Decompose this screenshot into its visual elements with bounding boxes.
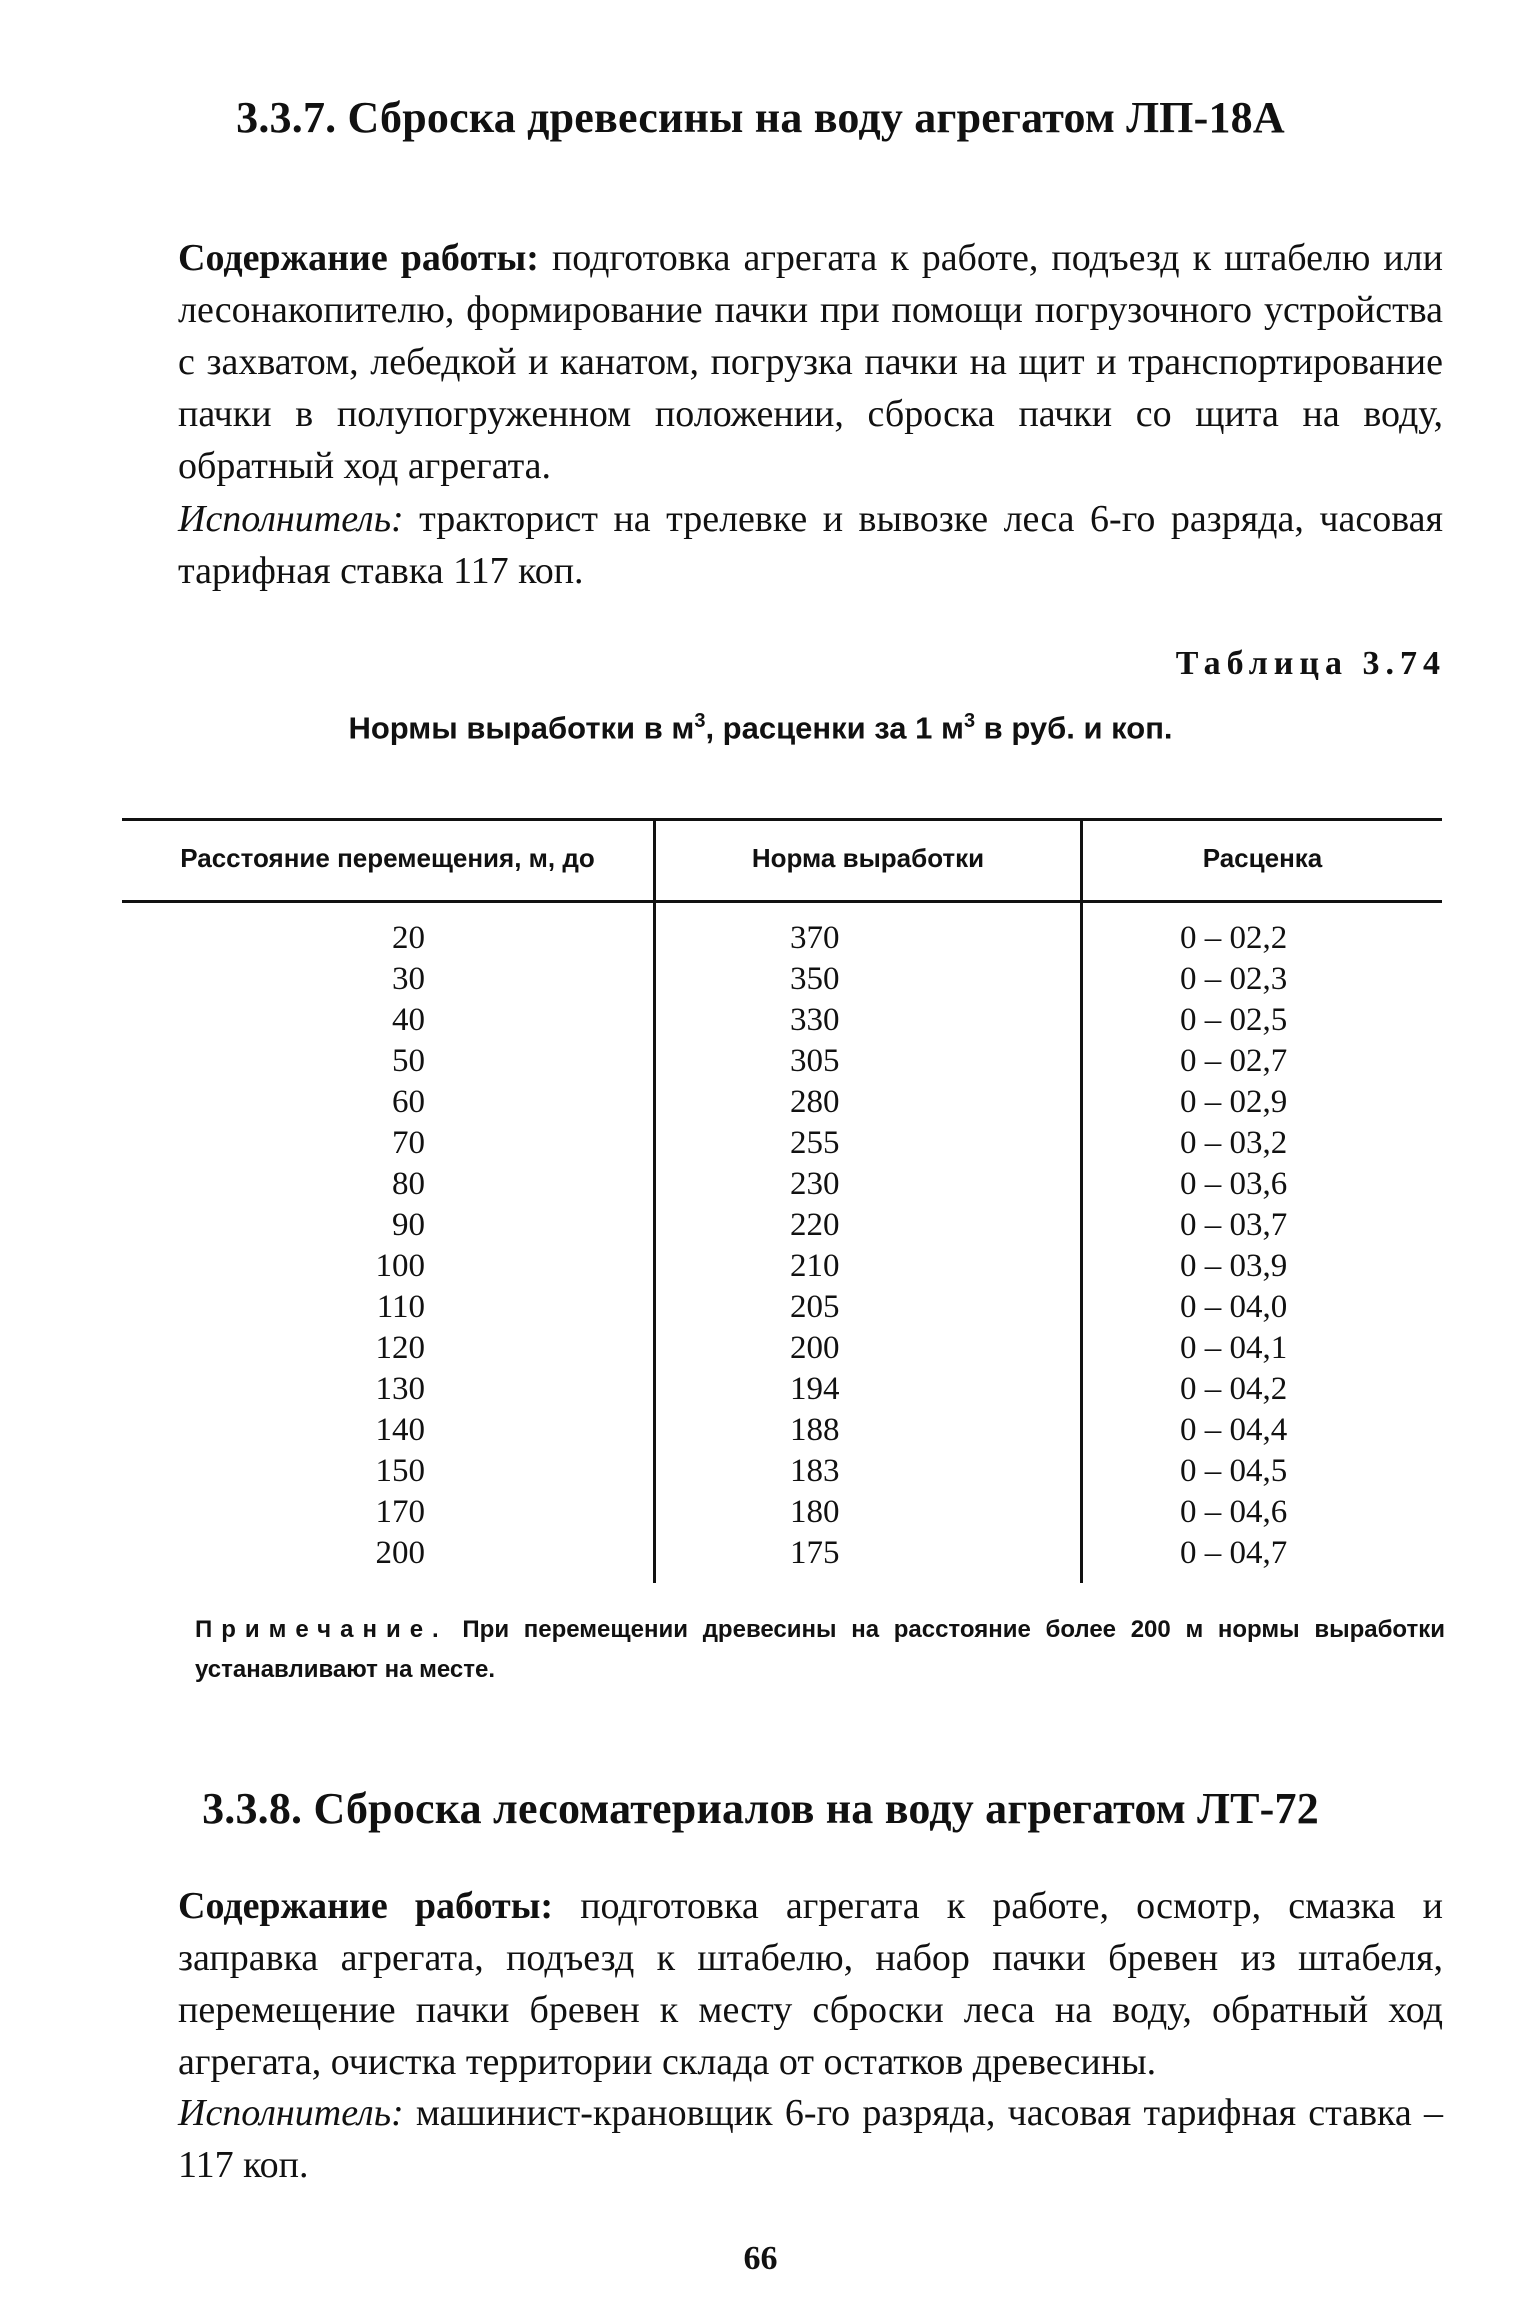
caption-sup: 3 (694, 710, 706, 732)
table-cell-distance: 130 (375, 1371, 425, 1407)
table-cell-distance: 40 (392, 1002, 425, 1038)
table-cell-price: 0 – 02,2 (1180, 920, 1288, 956)
table-cell-distance: 170 (375, 1494, 425, 1530)
table-cell-norm: 183 (790, 1453, 840, 1489)
column-divider-1 (653, 903, 656, 1583)
table-cell-norm: 175 (790, 1535, 840, 1571)
table-cell-distance: 110 (376, 1289, 425, 1325)
table-cell-price: 0 – 04,7 (1180, 1535, 1288, 1571)
caption-part: в руб. и коп. (975, 710, 1173, 746)
section-3-3-8-content (178, 1880, 1443, 2088)
table-cell-distance: 20 (392, 920, 425, 956)
content-label: Содержание работы: (178, 1885, 554, 1927)
caption-part: , расценки за 1 м (705, 710, 964, 746)
header-norm: Норма выработки (751, 843, 985, 873)
executor-label: Исполнитель: (178, 2092, 404, 2134)
table-caption (0, 710, 1521, 746)
executor-text: машинист-крановщик 6-го разряда, часовая тарифная ставка – 117 коп. (178, 2092, 1443, 2186)
table-cell-distance: 80 (392, 1166, 425, 1202)
table-cell-norm: 194 (790, 1371, 840, 1407)
executor-text: тракторист на трелевке и вывозке леса 6-го разряда, часовая тарифная ставка 117 коп. (178, 498, 1443, 592)
table-cell-price: 0 – 04,4 (1180, 1412, 1288, 1448)
table-cell-price: 0 – 03,7 (1180, 1207, 1288, 1243)
table-top-rule (122, 818, 1442, 821)
table-cell-distance: 100 (375, 1248, 425, 1284)
table-cell-price: 0 – 02,7 (1180, 1043, 1288, 1079)
caption-sup: 3 (963, 710, 976, 732)
page-number: 66 (743, 2240, 778, 2277)
table-number: Таблица 3.74 (1175, 645, 1446, 682)
table-cell-price: 0 – 02,5 (1180, 1002, 1288, 1038)
table-cell-norm: 220 (790, 1207, 840, 1243)
note-text: При перемещении древесины на расстояние более 200 м нормы выработки устанавливают на месте. (195, 1616, 1445, 1683)
table-cell-distance: 150 (375, 1453, 425, 1489)
table-cell-price: 0 – 04,0 (1180, 1289, 1288, 1325)
table-cell-distance: 70 (392, 1125, 425, 1161)
table-cell-price: 0 – 02,3 (1180, 961, 1288, 997)
section-3-3-7-content (178, 232, 1443, 492)
table-cell-norm: 200 (790, 1330, 840, 1366)
table-cell-distance: 90 (392, 1207, 425, 1243)
table-cell-price: 0 – 04,2 (1180, 1371, 1288, 1407)
table-cell-price: 0 – 03,9 (1180, 1248, 1288, 1284)
caption-part: Нормы выработки в м (348, 710, 695, 746)
distance-column (310, 918, 425, 1574)
table-cell-norm: 230 (790, 1166, 840, 1202)
table-cell-norm: 255 (790, 1125, 840, 1161)
table-header-rule (122, 900, 1442, 903)
table-cell-norm: 330 (790, 1002, 840, 1038)
section-3-3-7-executor (178, 493, 1443, 597)
table-cell-norm: 210 (790, 1248, 840, 1284)
table-note (195, 1610, 1445, 1690)
header-distance: Расстояние перемещения, м, до (180, 843, 595, 873)
norm-column (790, 918, 915, 1574)
table-cell-distance: 60 (392, 1084, 425, 1120)
table-cell-norm: 305 (790, 1043, 840, 1079)
executor-label: Исполнитель: (178, 498, 404, 540)
table-cell-norm: 180 (790, 1494, 840, 1530)
table-cell-distance: 120 (375, 1330, 425, 1366)
header-price: Расценка (1202, 843, 1323, 873)
table-cell-distance: 50 (392, 1043, 425, 1079)
table-cell-price: 0 – 03,2 (1180, 1125, 1288, 1161)
table-cell-price: 0 – 03,6 (1180, 1166, 1288, 1202)
content-text: подготовка агрегата к работе, подъезд к штабелю или лесонакопителю, формирование пачки при помощи погрузочного устройства с захватом, лебедкой и канатом, погрузка пачки на щит и транспортирование пачки в полупогруженном положении, сброска пачки со щита на воду, обратный ход агрегата. (178, 237, 1443, 487)
note-label: Примечание. (195, 1616, 448, 1643)
table-cell-norm: 350 (790, 961, 840, 997)
table-cell-distance: 140 (375, 1412, 425, 1448)
table-cell-norm: 370 (790, 920, 840, 956)
table-cell-norm: 205 (790, 1289, 840, 1325)
table-cell-price: 0 – 04,5 (1180, 1453, 1288, 1489)
table-cell-norm: 280 (790, 1084, 840, 1120)
content-label: Содержание работы: (178, 237, 539, 279)
content-text: подготовка агрегата к работе, осмотр, смазка и заправка агрегата, подъезд к штабелю, набор пачки бревен из штабеля, перемещение пачки бревен к месту сброски леса на воду, обратный ход агрегата, очистка территории склада от остатков древесины. (178, 1885, 1443, 2083)
table-cell-distance: 200 (375, 1535, 425, 1571)
table-cell-price: 0 – 02,9 (1180, 1084, 1288, 1120)
section-3-3-8-heading: 3.3.8. Сброска лесоматериалов на воду агрегатом ЛТ-72 (202, 1784, 1319, 1833)
section-3-3-7-heading: 3.3.7. Сброска древесины на воду агрегатом ЛП-18А (236, 93, 1285, 142)
table-cell-price: 0 – 04,6 (1180, 1494, 1288, 1530)
section-3-3-8-executor (178, 2087, 1443, 2191)
table-cell-norm: 188 (790, 1412, 840, 1448)
table-cell-distance: 30 (392, 961, 425, 997)
price-column (1180, 918, 1350, 1574)
table-cell-price: 0 – 04,1 (1180, 1330, 1288, 1366)
column-divider-2 (1080, 903, 1083, 1583)
